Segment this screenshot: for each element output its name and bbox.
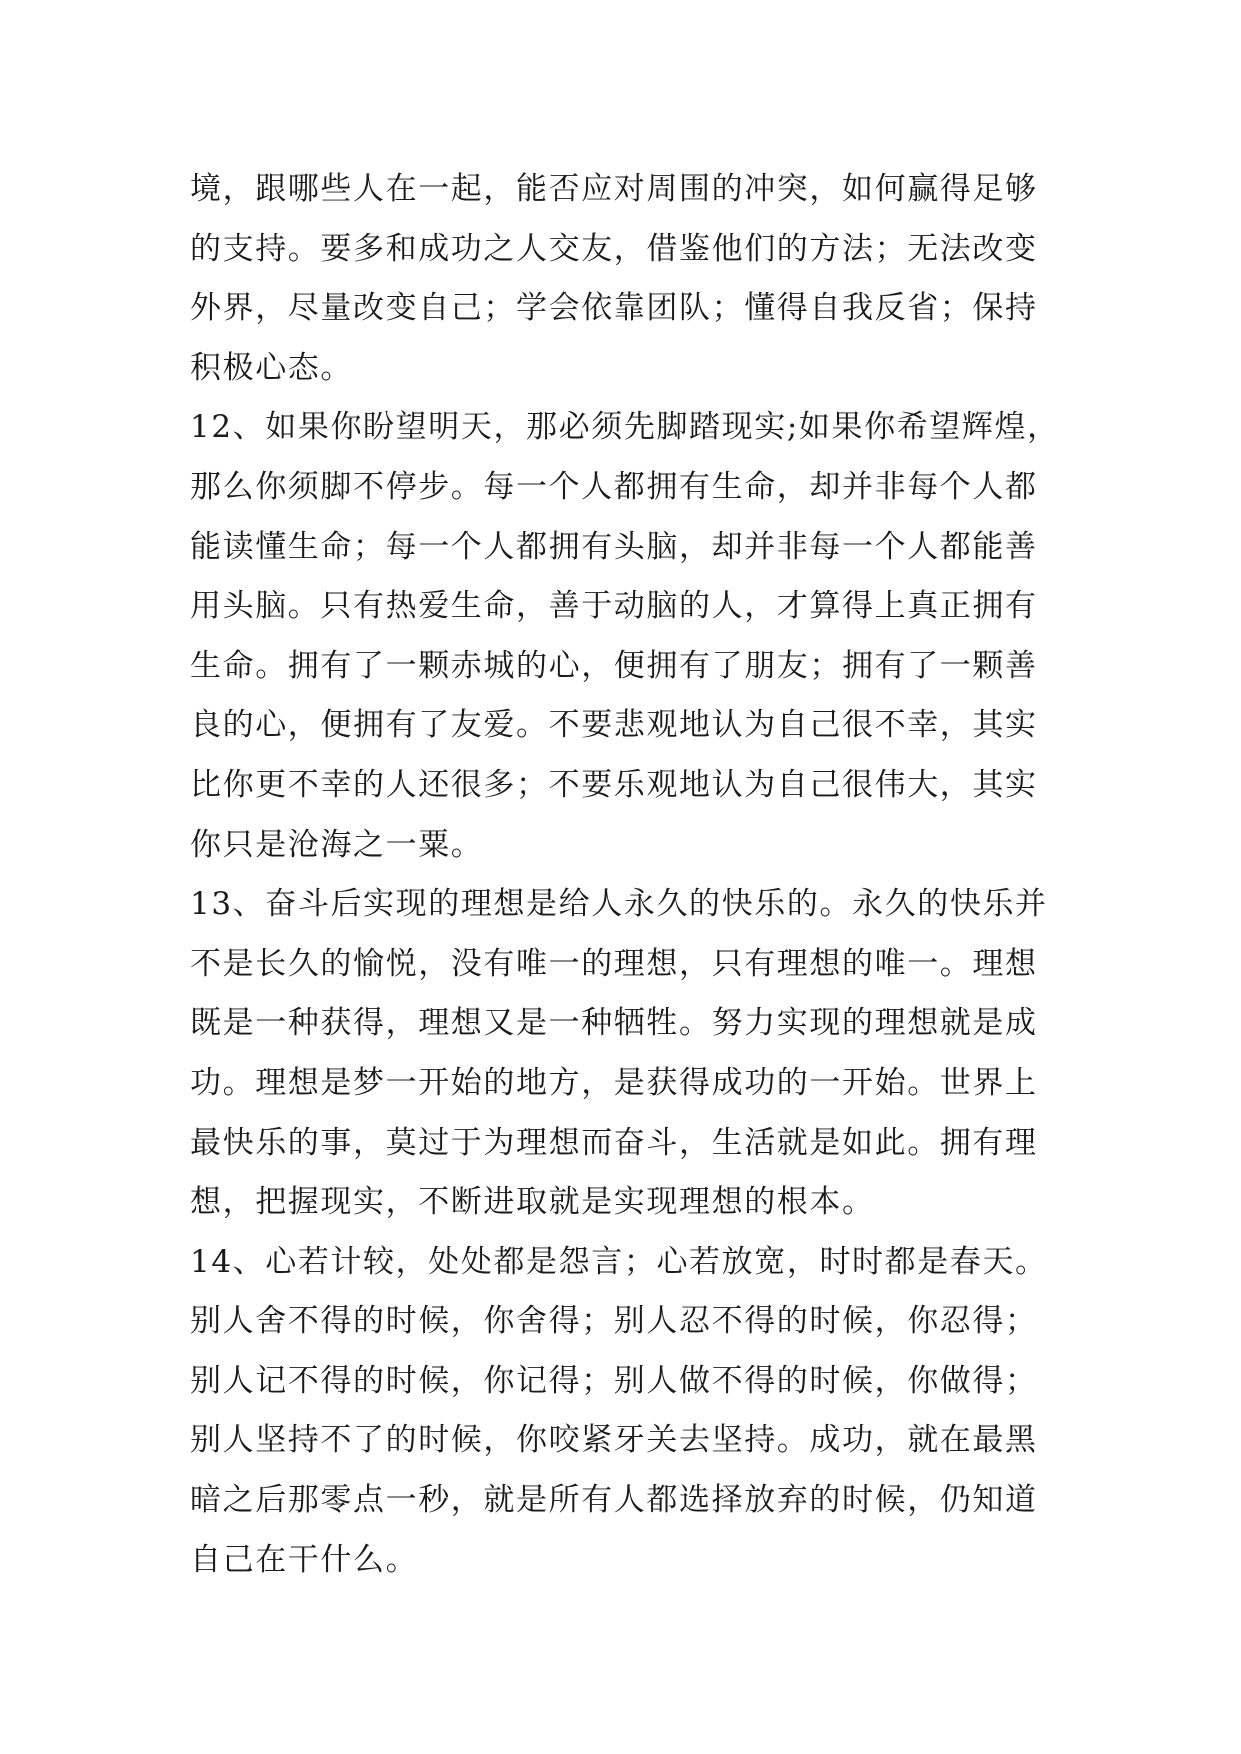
- text-line: 12、如果你盼望明天，那必须先脚踏现实;如果你希望辉煌，: [190, 409, 1060, 446]
- paragraph-14: [190, 1233, 1060, 1591]
- text-line: 那么你须脚不停步。每一个人都拥有生命，却并非每个人都: [190, 468, 1038, 505]
- text-line: 外界，尽量改变自己；学会依靠团队；懂得自我反省；保持: [190, 290, 1038, 327]
- paragraph-12: [190, 398, 1060, 875]
- text-line: 比你更不幸的人还很多；不要乐观地认为自己很伟大，其实: [190, 766, 1038, 803]
- text-line: 既是一种获得，理想又是一种牺牲。努力实现的理想就是成: [190, 1005, 1038, 1042]
- text-line: 14、心若计较，处处都是怨言；心若放宽，时时都是春天。: [190, 1243, 1048, 1280]
- text-line: 最快乐的事，莫过于为理想而奋斗，生活就是如此。拥有理: [190, 1124, 1038, 1161]
- text-line: 自己在干什么。: [190, 1541, 419, 1578]
- text-line: 别人舍不得的时候，你舍得；别人忍不得的时候，你忍得；: [190, 1303, 1038, 1340]
- text-line: 你只是沧海之一粟。: [190, 826, 484, 863]
- document-body: [190, 160, 1060, 1590]
- text-line: 功。理想是梦一开始的地方，是获得成功的一开始。世界上: [190, 1064, 1038, 1101]
- text-line: 生命。拥有了一颗赤城的心，便拥有了朋友；拥有了一颗善: [190, 647, 1038, 684]
- text-line: 想，把握现实，不断进取就是实现理想的根本。: [190, 1184, 875, 1221]
- text-line: 良的心，便拥有了友爱。不要悲观地认为自己很不幸，其实: [190, 707, 1038, 744]
- text-line: 别人坚持不了的时候，你咬紧牙关去坚持。成功，就在最黑: [190, 1422, 1038, 1459]
- text-line: 别人记不得的时候，你记得；别人做不得的时候，你做得；: [190, 1362, 1038, 1399]
- text-line: 用头脑。只有热爱生命，善于动脑的人，才算得上真正拥有: [190, 588, 1038, 625]
- paragraph-continued: [190, 160, 1060, 398]
- text-line: 13、奋斗后实现的理想是给人永久的快乐的。永久的快乐并: [190, 886, 1048, 923]
- text-line: 暗之后那零点一秒，就是所有人都选择放弃的时候，仍知道: [190, 1482, 1038, 1519]
- text-line: 不是长久的愉悦，没有唯一的理想，只有理想的唯一。理想: [190, 945, 1038, 982]
- text-line: 积极心态。: [190, 349, 353, 386]
- text-line: 能读懂生命；每一个人都拥有头脑，却并非每一个人都能善: [190, 528, 1038, 565]
- text-line: 境，跟哪些人在一起，能否应对周围的冲突，如何赢得足够: [190, 171, 1038, 207]
- text-line: 的支持。要多和成功之人交友，借鉴他们的方法；无法改变: [190, 230, 1038, 267]
- paragraph-13: [190, 875, 1060, 1233]
